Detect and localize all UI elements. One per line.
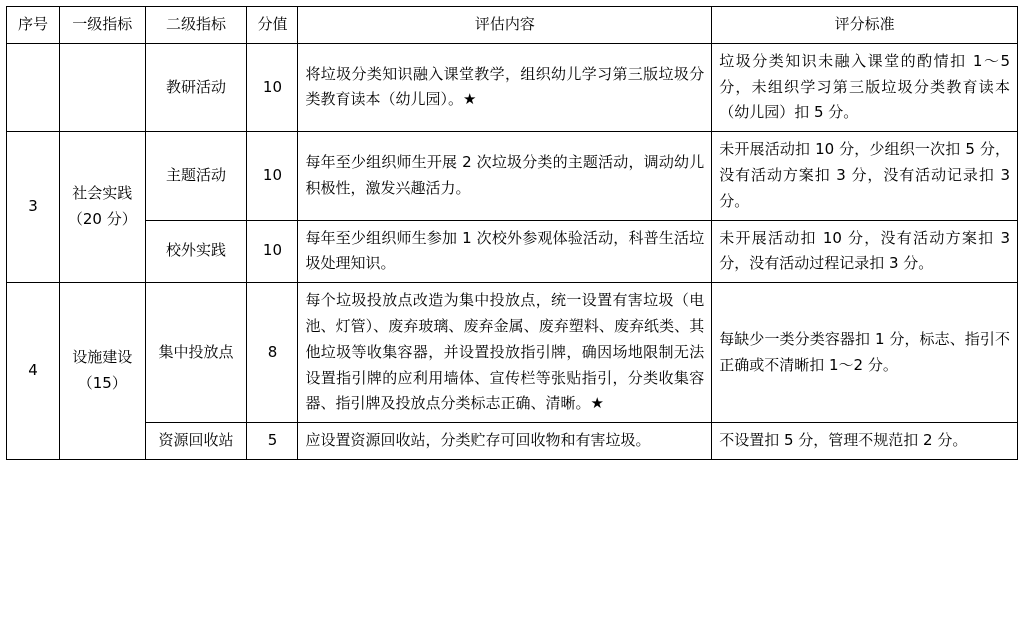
row-cell-score: 10 — [247, 43, 298, 131]
row-cell-level1: 设施建设（15） — [59, 283, 145, 460]
row-cell-level2: 主题活动 — [145, 132, 247, 220]
row-cell-content: 将垃圾分类知识融入课堂教学，组织幼儿学习第三版垃圾分类教育读本（幼儿园）。★ — [298, 43, 712, 131]
table-row — [7, 132, 1018, 220]
table-row — [7, 283, 1018, 423]
column-header-level1: 一级指标 — [59, 7, 145, 44]
row-cell-score: 10 — [247, 220, 298, 283]
column-header-score: 分值 — [247, 7, 298, 44]
row-cell-content: 应设置资源回收站，分类贮存可回收物和有害垃圾。 — [298, 423, 712, 460]
row-cell-score: 5 — [247, 423, 298, 460]
row-cell-level2: 集中投放点 — [145, 283, 247, 423]
column-header-criteria: 评分标准 — [712, 7, 1018, 44]
row-cell-seq-blank — [7, 43, 60, 131]
header-row — [7, 7, 1018, 44]
row-cell-level1: 社会实践（20 分） — [59, 132, 145, 283]
row-cell-content: 每年至少组织师生开展 2 次垃圾分类的主题活动，调动幼儿积极性，激发兴趣活力。 — [298, 132, 712, 220]
table-header — [7, 7, 1018, 44]
row-cell-content: 每个垃圾投放点改造为集中投放点，统一设置有害垃圾（电池、灯管）、废弃玻璃、废弃金属、废弃塑料、废弃纸类、其他垃圾等收集容器，并设置投放指引牌，确因场地限制无法设置指引牌的应利用墙体、宣传栏等张贴指引，分类收集容器、指引牌及投放点分类标志正确、清晰。★ — [298, 283, 712, 423]
row-cell-seq: 3 — [7, 132, 60, 283]
row-cell-level2: 教研活动 — [145, 43, 247, 131]
evaluation-table — [6, 6, 1018, 460]
row-cell-criteria: 垃圾分类知识未融入课堂的酌情扣 1～5 分，未组织学习第三版垃圾分类教育读本（幼儿园）扣 5 分。 — [712, 43, 1018, 131]
column-header-content: 评估内容 — [298, 7, 712, 44]
table-row — [7, 220, 1018, 283]
row-cell-criteria: 未开展活动扣 10 分，少组织一次扣 5 分，没有活动方案扣 3 分，没有活动记录扣 3 分。 — [712, 132, 1018, 220]
row-cell-criteria: 每缺少一类分类容器扣 1 分，标志、指引不正确或不清晰扣 1～2 分。 — [712, 283, 1018, 423]
table-body — [7, 43, 1018, 459]
row-cell-criteria: 不设置扣 5 分，管理不规范扣 2 分。 — [712, 423, 1018, 460]
row-cell-level1-blank — [59, 43, 145, 131]
row-cell-score: 8 — [247, 283, 298, 423]
row-cell-criteria: 未开展活动扣 10 分，没有活动方案扣 3 分，没有活动过程记录扣 3 分。 — [712, 220, 1018, 283]
row-cell-level2: 资源回收站 — [145, 423, 247, 460]
table-row — [7, 423, 1018, 460]
row-cell-seq: 4 — [7, 283, 60, 460]
table-row — [7, 43, 1018, 131]
row-cell-score: 10 — [247, 132, 298, 220]
row-cell-content: 每年至少组织师生参加 1 次校外参观体验活动，科普生活垃圾处理知识。 — [298, 220, 712, 283]
row-cell-level2: 校外实践 — [145, 220, 247, 283]
column-header-seq: 序号 — [7, 7, 60, 44]
column-header-level2: 二级指标 — [145, 7, 247, 44]
